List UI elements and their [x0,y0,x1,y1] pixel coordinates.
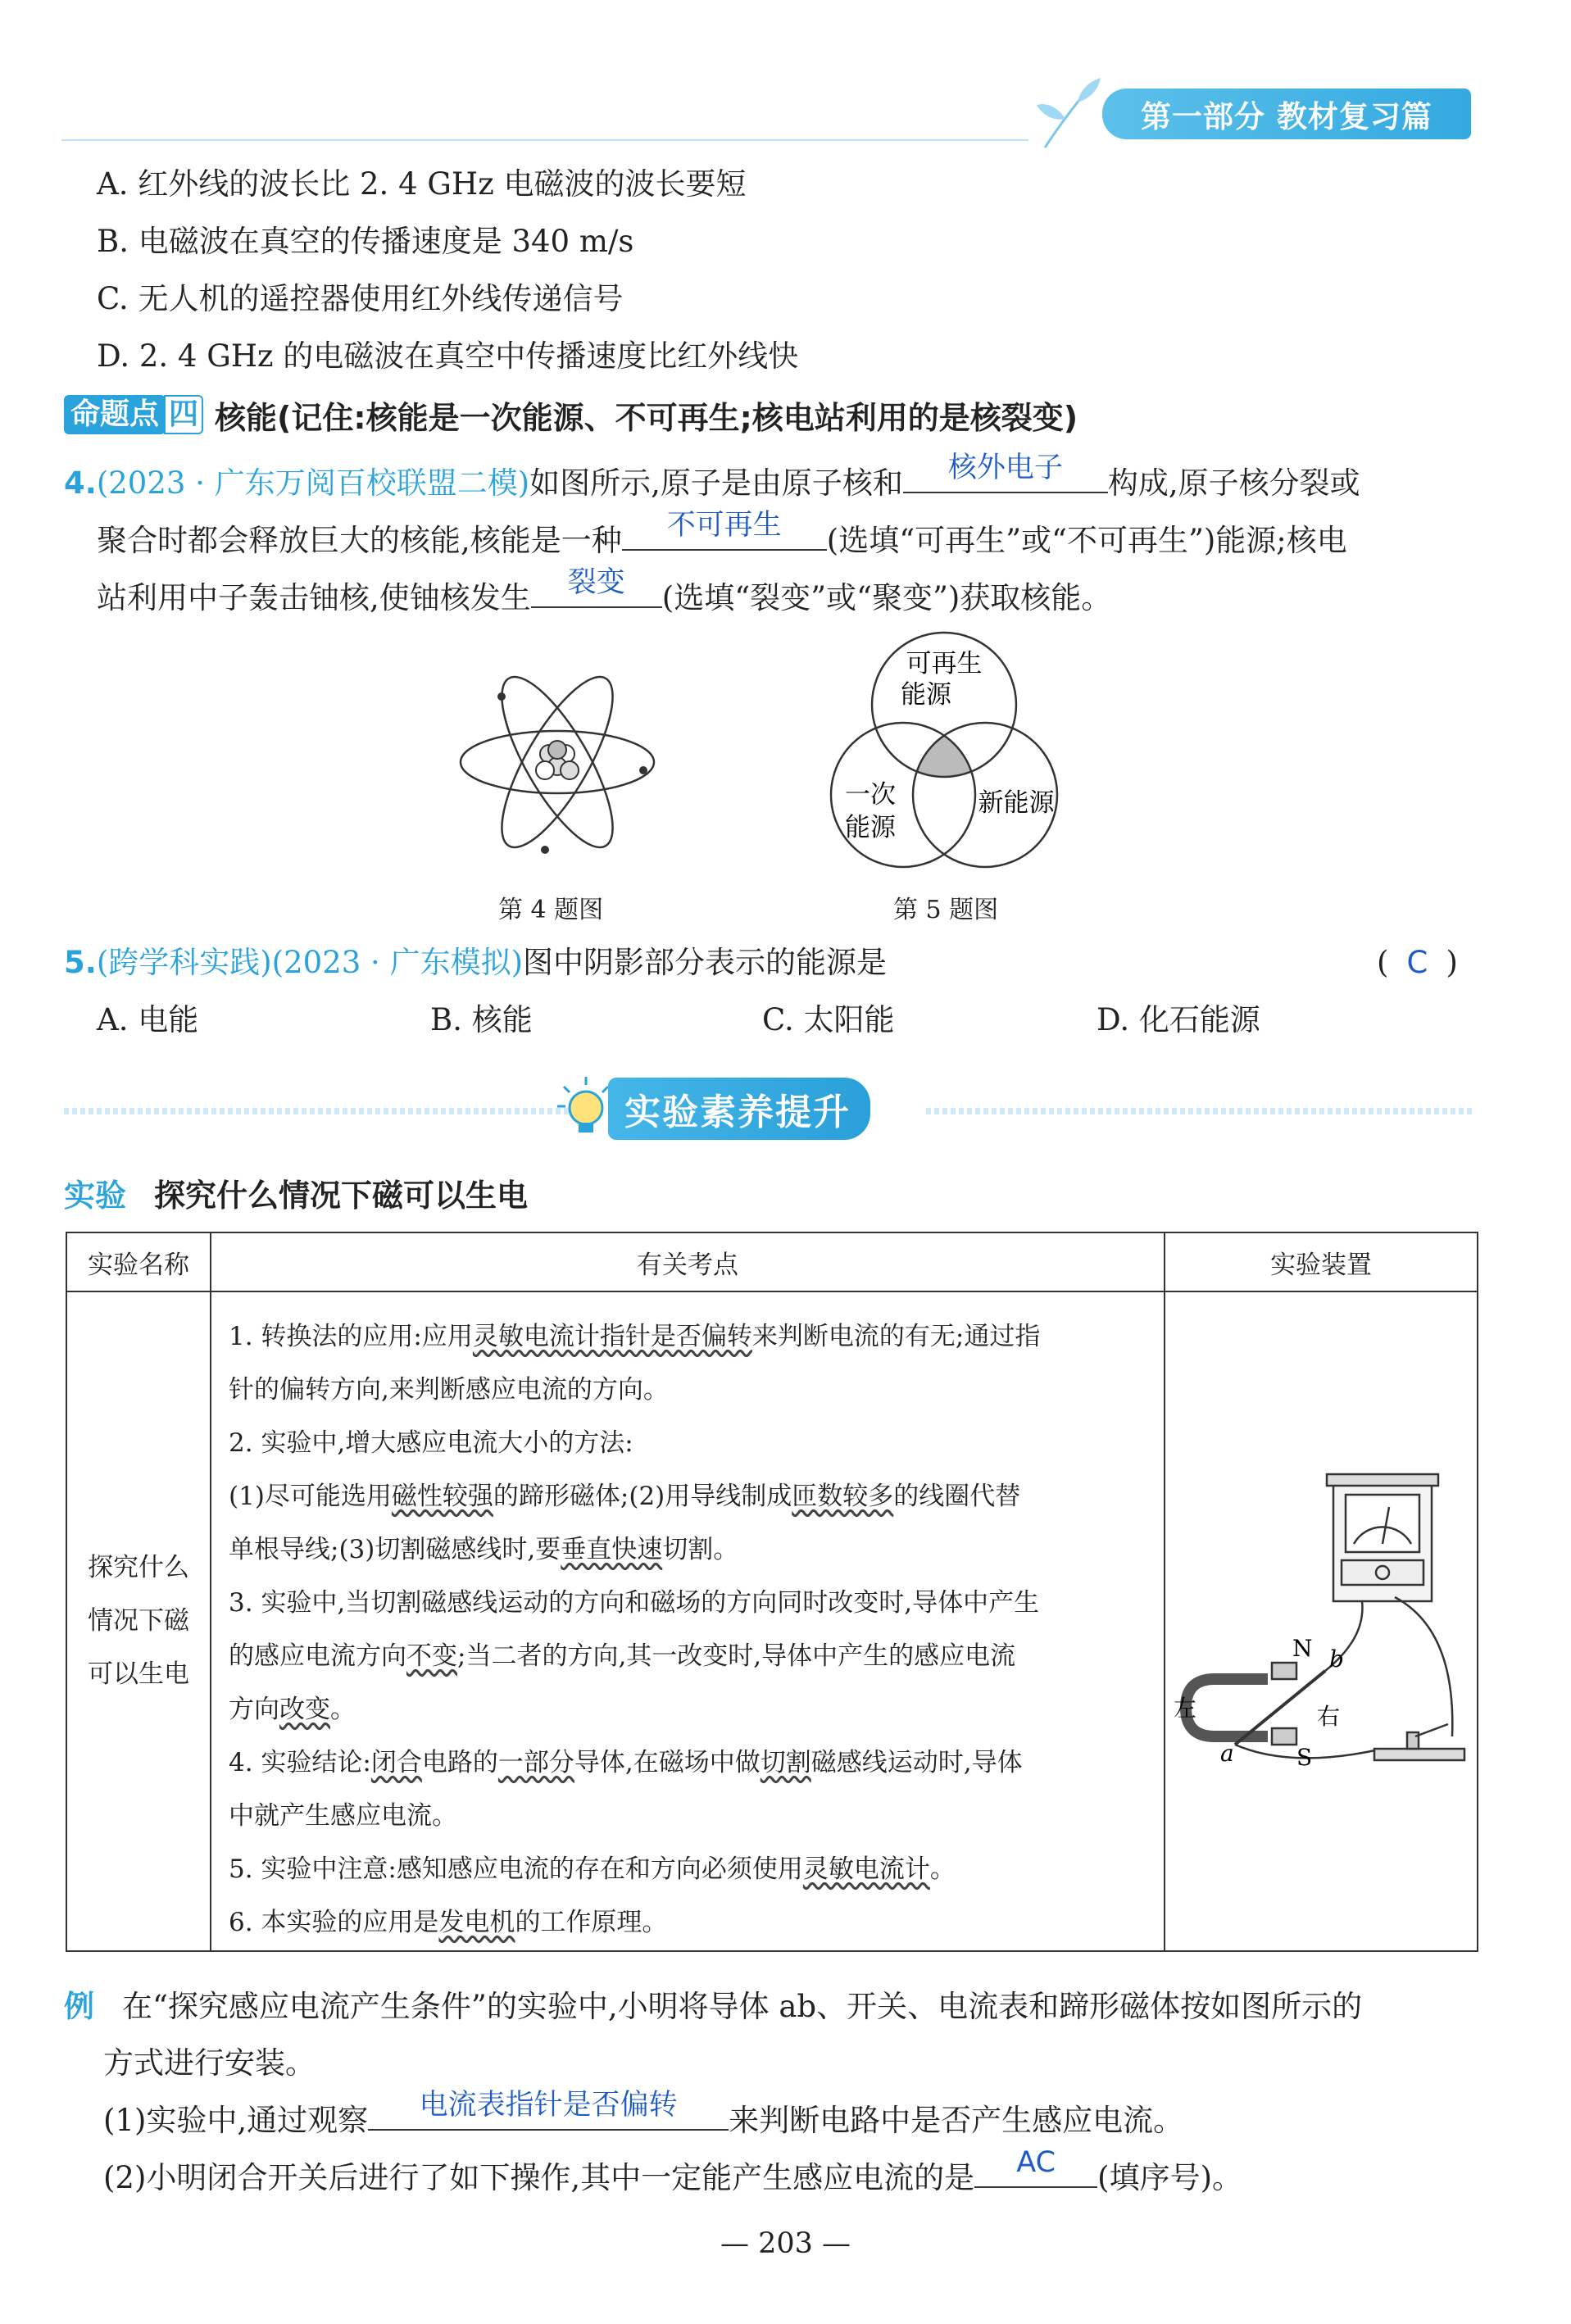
point-line: 2. 实验中,增大感应电流大小的方法: [229,1428,633,1458]
q3-option-d: D. 2. 4 GHz 的电磁波在真空中传播速度比红外线快 [97,338,799,374]
q5-text: 图中阴影部分表示的能源是 [523,945,887,980]
q3-option-b: B. 电磁波在真空的传播速度是 340 m/s [97,224,634,259]
experiment-title: 探究什么情况下磁可以生电 [154,1178,529,1214]
q5-option-c: C. 太阳能 [762,1002,895,1037]
point-line: 1. 转换法的应用:应用灵敏电流计指针是否偏转来判断电流的有无;通过指 [229,1322,1041,1351]
q5-option-d: D. 化石能源 [1097,1002,1260,1037]
col-header-points: 有关考点 [211,1232,1165,1291]
header-rule [61,139,1028,141]
q3-option-c: C. 无人机的遥控器使用红外线传递信号 [97,281,624,316]
q4-answer-2: 不可再生 [666,509,782,542]
q5-answer-bracket [1377,934,1458,992]
experiment-apparatus-cell [1165,1291,1478,1951]
q4-text-2b: (选填“可再生”或“不可再生”)能源;核电 [826,523,1347,558]
topic-tag-number: 四 [164,395,203,434]
venn-label-right: 新能源 [978,788,1055,818]
point-line: 3. 实验中,当切割磁感线运动的方向和磁场的方向同时改变时,导体中产生 [229,1588,1040,1618]
point-line: 5. 实验中注意:感知感应电流的存在和方向必须使用灵敏电流计。 [229,1854,956,1884]
venn-label-left-1: 一次 [845,780,896,810]
direction-left-label: 左 [1174,1694,1197,1722]
q5-answer: C [1406,945,1428,980]
experiment-name-line: 情况下磁 [88,1606,189,1636]
q4-line3 [97,566,1112,627]
topic-heading [64,393,1078,436]
q4-source: (2023 · 广东万阅百校联盟二模) [96,465,530,501]
section-badge: 第一部分 教材复习篇 [1102,89,1471,139]
q3-option-a: A. 红外线的波长比 2. 4 GHz 电磁波的波长要短 [97,166,747,202]
q5-option-a: A. 电能 [97,1002,199,1037]
q5-stem [64,934,887,992]
leaf-decoration-icon [1028,66,1110,156]
example-p1-text-a: (1)实验中,通过观察 [103,2103,369,2138]
venn-label-top-1: 可再生 [906,649,983,679]
q4-line2 [97,509,1347,570]
point-line: 的感应电流方向不变;当二者的方向,其一改变时,导体中产生的感应电流 [229,1641,1016,1671]
section-title [608,1080,870,1137]
venn-label-top-2: 能源 [901,680,951,710]
section-divider-left [64,1108,572,1114]
example-answer-1: 电流表指针是否偏转 [419,2089,678,2122]
example-blank-2 [974,2146,1097,2188]
q5-paren-right: ) [1446,945,1458,980]
q4-text-1a: 如图所示,原子是由原子核和 [529,465,903,501]
q4-text-3a: 站利用中子轰击铀核,使铀核发生 [97,580,531,615]
experiment-name-line: 可以生电 [88,1659,189,1689]
example-line2: 方式进行安装。 [103,2045,316,2081]
example-p2-text-a: (2)小明闭合开关后进行了如下操作,其中一定能产生感应电流的是 [103,2160,975,2195]
atom-figure [455,660,660,865]
section-title-text: 实验素养提升 [608,1078,870,1140]
magnet-pole-s: S [1296,1743,1313,1771]
q5-option-b: B. 核能 [430,1002,533,1037]
experiment-name-cell [66,1291,211,1951]
example-answer-2: AC [1016,2146,1056,2179]
q5-paren-left: ( [1377,945,1389,980]
q4-answer-3: 裂变 [567,566,625,599]
q4-number: 4. [64,465,97,501]
q5-number: 5. [64,945,97,980]
example-line1 [64,1977,1362,2036]
q5-source: (跨学科实践)(2023 · 广东模拟) [96,945,523,980]
q4-text-2a: 聚合时都会释放巨大的核能,核能是一种 [97,523,622,558]
fig5-caption: 第 5 题图 [893,896,999,924]
example-blank-1 [368,2089,729,2131]
experiment-label: 实验 [64,1178,127,1214]
experiment-name-line: 探究什么 [88,1553,189,1582]
example-text-1: 在“探究感应电流产生条件”的实验中,小明将导体 ab、开关、电流表和蹄形磁体按如图所示的 [122,1989,1363,2024]
point-line: 针的偏转方向,来判断感应电流的方向。 [229,1375,669,1405]
point-line: 6. 本实验的应用是发电机的工作原理。 [229,1908,668,1937]
q4-answer-1: 核外电子 [947,452,1063,484]
q4-text-1b: 构成,原子核分裂或 [1107,465,1360,501]
example-label: 例 [64,1988,94,2024]
experiment-table [66,1232,1478,1952]
example-part2 [103,2146,1243,2207]
point-line: 4. 实验结论:闭合电路的一部分导体,在磁场中做切割磁感线运动时,导体 [229,1748,1023,1777]
q4-text-3b: (选填“裂变”或“聚变”)获取核能。 [661,580,1112,615]
experiment-heading [64,1170,528,1215]
point-line: 方向改变。 [229,1695,356,1724]
col-header-name: 实验名称 [66,1232,211,1291]
experiment-points-cell [211,1291,1165,1951]
point-line: 中就产生感应电流。 [229,1801,457,1831]
venn-label-left-2: 能源 [845,813,896,842]
conductor-end-b: b [1329,1645,1344,1673]
point-line: (1)尽可能选用磁性较强的蹄形磁体;(2)用导线制成匝数较多的线圈代替 [229,1482,1021,1511]
topic-text: 核能(记住:核能是一次能源、不可再生;核电站利用的是核裂变) [215,399,1078,436]
electromagnetic-induction-apparatus [1169,1466,1473,1777]
magnet-pole-n: N [1292,1634,1313,1662]
q4-blank-1 [903,452,1108,493]
section-divider-right [926,1108,1475,1114]
point-line: 单根导线;(3)切割磁感线时,要垂直快速切割。 [229,1535,739,1564]
example-p2-text-b: (填序号)。 [1097,2160,1243,2195]
q4-blank-3 [531,566,662,608]
fig4-caption: 第 4 题图 [498,896,604,924]
lightbulb-icon [556,1073,616,1139]
conductor-end-a: a [1220,1739,1234,1767]
example-p1-text-b: 来判断电路中是否产生感应电流。 [729,2103,1184,2138]
venn-diagram [811,631,1082,885]
topic-tag: 命题点 [64,395,166,434]
q4-blank-2 [622,509,827,551]
page-number: — 203 — [720,2227,851,2260]
col-header-apparatus: 实验装置 [1165,1232,1478,1291]
direction-right-label: 右 [1317,1702,1341,1730]
